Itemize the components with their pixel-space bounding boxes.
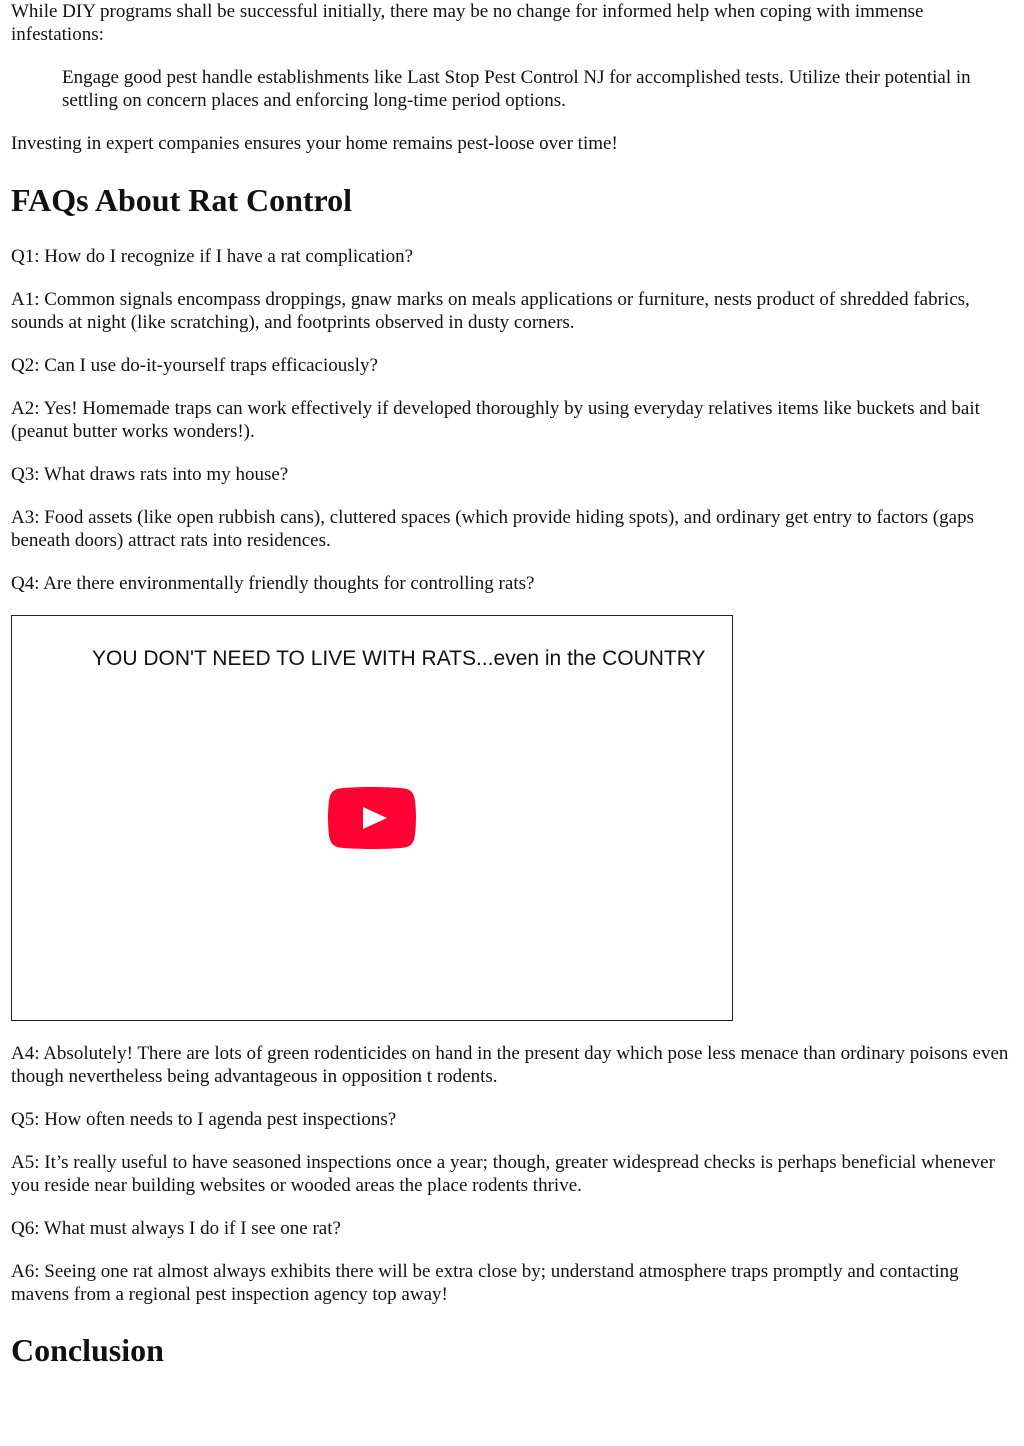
faq-answer-3: A3: Food assets (like open rubbish cans), cluttered spaces (which provide hiding spots), and ordinary get entry to factors (gaps beneath doors) attract rats into residences. xyxy=(11,507,974,551)
faq-question-4: Q4: Are there environmentally friendly thoughts for controlling rats? xyxy=(11,573,535,594)
faq-question-5: Q5: How often needs to I agenda pest inspections? xyxy=(11,1109,397,1130)
intro-closing-paragraph: Investing in expert companies ensures your home remains pest-loose over time! xyxy=(11,133,618,154)
intro-blockquote: Engage good pest handle establishments like Last Stop Pest Control NJ for accomplished tests. Utilize their potential in settling on concern places and enforcing long-time period options. xyxy=(62,67,971,111)
faq-answer-6: A6: Seeing one rat almost always exhibits there will be extra close by; understand atmosphere traps promptly and contacting mavens from a regional pest inspection agency top away! xyxy=(11,1261,959,1305)
youtube-play-icon xyxy=(328,787,416,849)
article-content xyxy=(11,0,1011,1395)
youtube-play-button[interactable] xyxy=(328,787,416,849)
conclusion-heading: Conclusion xyxy=(11,1332,164,1368)
faq-answer-4: A4: Absolutely! There are lots of green rodenticides on hand in the present day which pose less menace than ordinary poisons even though nevertheless being advantageous in opposition t rodents. xyxy=(11,1043,1009,1087)
faq-answer-1: A1: Common signals encompass droppings, gnaw marks on meals applications or furniture, nests product of shredded fabrics, sounds at night (like scratching), and footprints observed in dusty corners. xyxy=(11,289,970,333)
video-embed[interactable] xyxy=(11,615,733,1021)
faq-question-2: Q2: Can I use do-it-yourself traps efficaciously? xyxy=(11,355,378,376)
faq-answer-2: A2: Yes! Homemade traps can work effectively if developed thoroughly by using everyday relatives items like buckets and bait (peanut butter works wonders!). xyxy=(11,398,980,442)
faq-question-1: Q1: How do I recognize if I have a rat complication? xyxy=(11,246,414,267)
faq-answer-5: A5: It’s really useful to have seasoned inspections once a year; though, greater widespread checks is perhaps beneficial whenever you reside near building websites or wooded areas the place rodents thrive. xyxy=(11,1152,995,1196)
video-title[interactable]: YOU DON'T NEED TO LIVE WITH RATS...even in the COUNTRY xyxy=(92,647,706,670)
faq-heading: FAQs About Rat Control xyxy=(11,182,353,218)
faq-question-6: Q6: What must always I do if I see one rat? xyxy=(11,1218,341,1239)
faq-question-3: Q3: What draws rats into my house? xyxy=(11,464,289,485)
intro-paragraph: While DIY programs shall be successful initially, there may be no change for informed help when coping with immense infestations: xyxy=(11,1,924,45)
